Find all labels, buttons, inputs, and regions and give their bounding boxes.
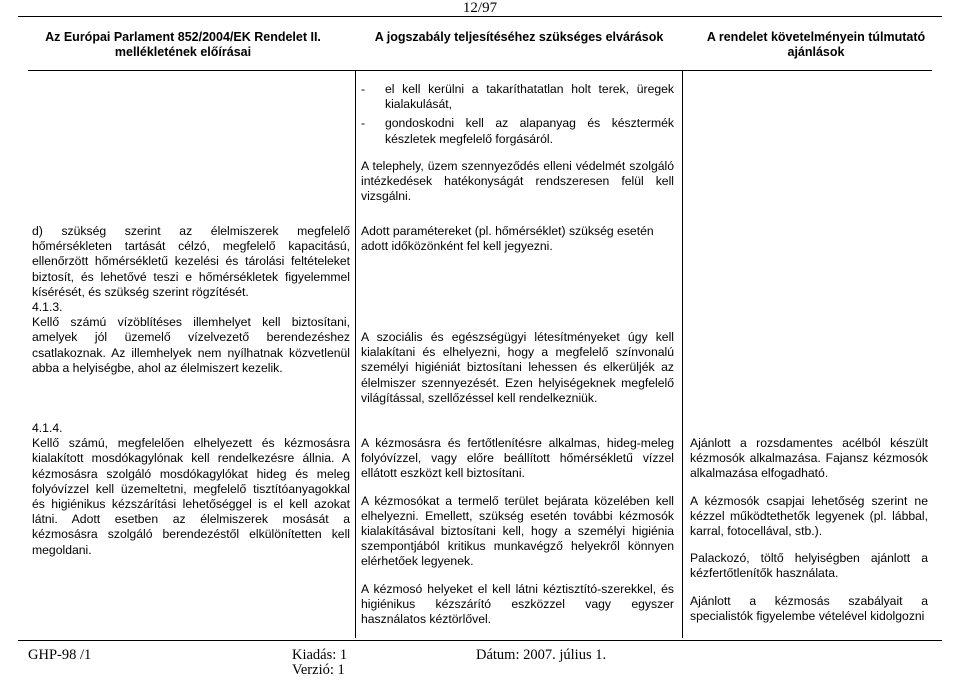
paragraph-d: d) szükség szerint az élelmiszerek megfelelő hőmérsékleten tartását célzó, megfelelő kapacitású, ellenőrzött hőmérsékletű kezelési és tárolási feltételeket biztosít, és lehetővé teszi e hőmérsékletek figyelemmel kísérését, és szükség szerint rögzítését. <box>32 224 350 299</box>
footer-doc-code: GHP-98 /1 <box>28 647 92 663</box>
footer-date: Dátum: 2007. július 1. <box>476 647 607 663</box>
table-top-border <box>28 70 932 71</box>
paragraph: Ajánlott a kézmosás szabályait a specialistók figyelembe vételével kidolgozni <box>690 593 928 623</box>
table-cell-row3-regulation <box>32 421 350 558</box>
section-number: 4.1.3. <box>32 300 63 315</box>
table-cell-row2-requirements <box>361 224 674 254</box>
table-column-divider <box>682 70 683 638</box>
table-cell-row1-requirements <box>361 82 674 204</box>
list-dash: - <box>361 82 366 96</box>
paragraph: A kézmosásra és fertőtlenítésre alkalmas, hideg-meleg folyóvízzel, vagy előre beállított hőmérsékletű vízzel ellátott eszközt kell biztosítani. <box>361 436 674 481</box>
paragraph: A kézmosókat a termelő terület bejárata közelében kell elhelyezni. Emellett, szükség esetén további kézmosók kialakításával biztosítani kell, hogy a személyi higiénia szempontjából kritikus munkavégző helyekről könnyen elérhetőek legyenek. <box>361 493 674 569</box>
paragraph: Kellő számú vízöblítéses illemhelyet kell biztosítani, amelyek jól üzemelő vízelvezető berendezéshez csatlakoznak. Az illemhelyek nem nyílhatnak közvetlenül abba a helyiségbe, ahol az élelmiszert kezelik. <box>32 315 350 375</box>
footer-issue: Kiadás: 1 <box>292 647 348 663</box>
paragraph: Palackozó, töltő helyiségben ajánlott a kézfertőtlenítők használata. <box>690 551 928 581</box>
table-cell-row2-requirements-social <box>361 330 674 406</box>
paragraph: A kézmosó helyeket el kell látni kéztisztító-szerekkel, és higiénikus kézszárító eszközzel vagy egyszer használatos kéztörlővel. <box>361 581 674 627</box>
header-divider <box>18 16 942 17</box>
table-column-divider <box>355 70 356 638</box>
footer-divider <box>18 640 942 641</box>
paragraph: Kellő számú, megfelelően elhelyezett és kézmosásra kialakított mosdókagylónak kell rendelkezésre állnia. A kézmosásra szolgáló mosdókagylókat hideg és meleg folyóvízzel kell üzemeltetni, megfelelő tisztítóanyagokkal és higiénikus kézszárítási lehetőséggel is el kell azokat látni. Adott esetben az élelmiszerek mosását a kézmosásra szolgáló berendezéstől elkülönítetten kell megoldani. <box>32 436 350 557</box>
section-number: 4.1.4. <box>32 421 63 435</box>
paragraph: A kézmosók csapjai lehetőség szerint ne kézzel működtethetők legyenek (pl. lábbal, karral, fotocellával, stb.). <box>690 493 928 539</box>
column-header-regulation: Az Európai Parlament 852/2004/EK Rendelet II. mellékletének előírásai <box>45 30 321 59</box>
paragraph: Adott paramétereket (pl. hőmérséklet) szükség esetén adott időközönként fel kell jegyezni. <box>361 224 654 254</box>
list-dash: - <box>361 116 366 131</box>
paragraph: A telephely, üzem szennyeződés elleni védelmét szolgáló intézkedések hatékonyságát rendszeresen felül kell vizsgálni. <box>361 158 674 204</box>
table-cell-row2-regulation <box>32 224 350 376</box>
paragraph: A szociális és egészségügyi létesítményeket úgy kell kialakítani és elhelyezni, hogy a megfelelő színvonalú személyi higiéniát biztosítani lehessen és elkerüljék az élelmiszer szennyezését. Ezen helyiségeknek megfelelő világítással, szellőzéssel kell rendelkezniük. <box>361 330 674 405</box>
table-cell-row3-recommendations <box>690 436 928 624</box>
page-number: 12/97 <box>462 0 498 16</box>
footer-version: Verzió: 1 <box>292 662 345 678</box>
table-cell-row3-requirements <box>361 436 674 627</box>
list-item: - gondoskodni kell az alapanyag és késztermék készletek megfelelő forgásáról. <box>361 116 674 146</box>
paragraph: Ajánlott a rozsdamentes acélból készült kézmosók alkalmazása. Fajansz kézmosók alkalmazása elfogadható. <box>690 436 928 481</box>
column-header-requirements: A jogszabály teljesítéséhez szükséges elvárások <box>374 30 664 44</box>
list-item: - el kell kerülni a takaríthatatlan holt terek, üregek kialakulását, <box>361 82 674 112</box>
column-header-recommendations: A rendelet követelményein túlmutató ajánlások <box>706 30 926 59</box>
